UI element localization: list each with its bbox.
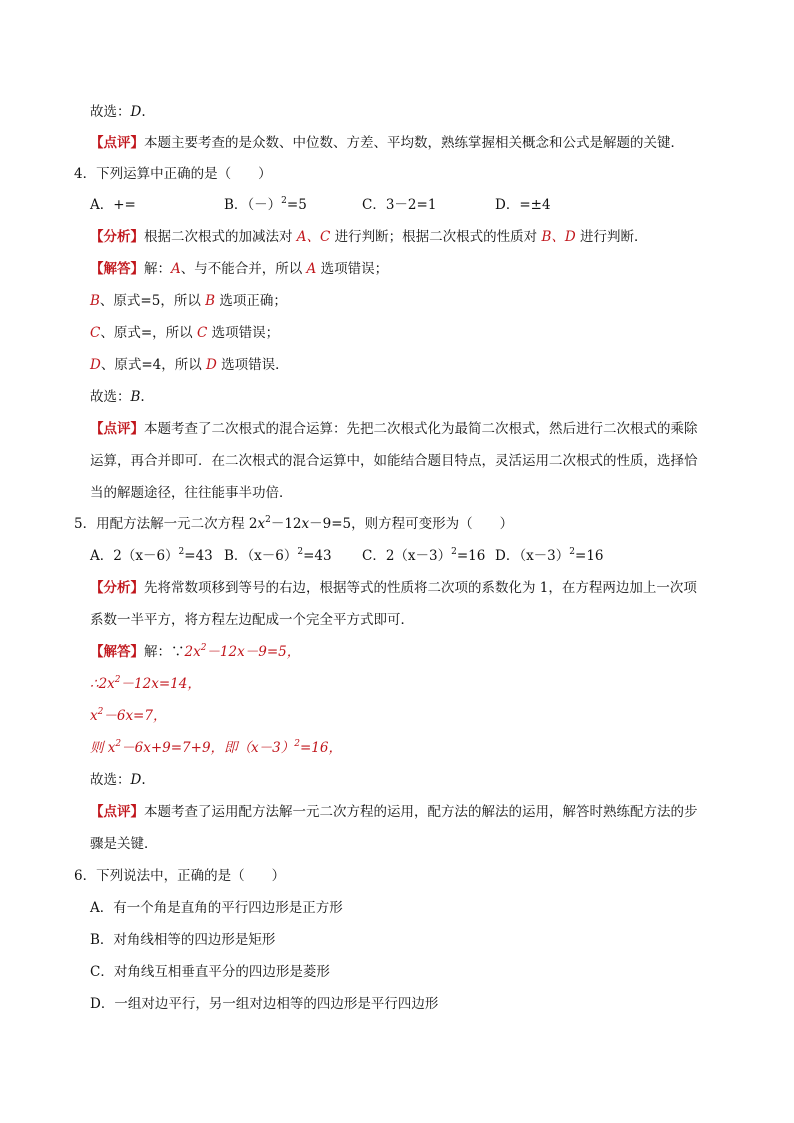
choose-label: 故选： (90, 104, 131, 120)
solution-text: 、原式=，所以 (100, 325, 197, 341)
q6-option-b: B．对角线相等的四边形是矩形 (90, 932, 276, 948)
q5-solution-3 (90, 706, 166, 728)
var: C (196, 325, 208, 341)
q4-solution-2 (90, 291, 287, 311)
q6-option-a: A．有一个角是直角的平行四边形是正方形 (90, 900, 343, 916)
var: A (171, 261, 181, 277)
var-x: x (257, 516, 266, 532)
q5-option-c-end: =16 (456, 548, 486, 564)
q4-solution-3 (90, 323, 279, 343)
q4-solution-1 (90, 259, 388, 279)
solution-text: 选项错误； (316, 261, 389, 277)
q5-choose (90, 770, 146, 790)
q5-text: 5．用配方法解一元二次方程 2 (74, 516, 258, 532)
answer-letter: B (130, 389, 141, 405)
q6-option-d: D．一组对边平行，另一组对边相等的四边形是平行四边形 (90, 996, 439, 1012)
exponent: 2 (569, 547, 576, 557)
q4-option-d: D．=±4 (495, 197, 551, 213)
formula: 则 x (90, 740, 116, 756)
solution-text: 选项错误； (207, 325, 280, 341)
q4-option-c: C．3－2=1 (362, 197, 437, 213)
analysis-vars: B、D (541, 229, 576, 245)
var: D (90, 357, 101, 373)
var: D (206, 357, 217, 373)
question-6: 6．下列说法中，正确的是（ ） (74, 868, 286, 884)
choose-label: 故选： (90, 389, 131, 405)
analysis-vars: A、C (296, 229, 331, 245)
period: . (141, 772, 146, 788)
exponent: 2 (451, 547, 457, 557)
solution-text: 解：∵ (144, 644, 185, 660)
q4-analysis (90, 227, 648, 247)
var: B (90, 293, 100, 309)
formula: ∴2x (90, 676, 115, 692)
formula: x (90, 708, 98, 724)
solution-text: 选项错误． (216, 357, 289, 373)
q4-choose (90, 387, 145, 407)
q5-review-2: 骤是关键． (90, 836, 158, 852)
analysis-text: 先将常数项移到等号的右边，根据等式的性质将二次项的系数化为 1，在方程两边加上一次项 (144, 580, 697, 596)
formula: －12x=14， (120, 676, 201, 692)
solution-tag: 【解答】 (90, 261, 144, 277)
exponent: 2 (200, 643, 207, 653)
q5-option-d (495, 546, 604, 568)
solution-text: 、原式=5，所以 (99, 293, 206, 309)
var-x: x (301, 516, 310, 532)
q5-option-d-text: D．（x－3） (495, 548, 570, 564)
solution-text: 解： (144, 261, 171, 277)
q4-option-a: A．+= (90, 197, 136, 213)
review-text: 本题考查了二次根式的混合运算：先把二次根式化为最简二次根式，然后进行二次根式的乘除 (144, 421, 698, 437)
formula: －6x+9=7+9，即（x－3） (121, 740, 295, 756)
solution-tag: 【解答】 (90, 644, 144, 660)
q5-option-c-text: C．2（x－3） (362, 548, 452, 564)
q6-option-c: C．对角线互相垂直平分的四边形是菱形 (90, 964, 330, 980)
formula: －6x=7， (103, 708, 167, 724)
q5-analysis-1 (90, 578, 697, 598)
q5-option-b-end: =43 (303, 548, 332, 564)
q5-solution-2 (90, 674, 201, 696)
exponent: 2 (297, 547, 304, 557)
q5-text: －9=5，则方程可变形为（ ） (309, 516, 514, 532)
answer-letter: D (130, 772, 142, 788)
q5-option-b (224, 546, 332, 568)
q4-solution-4 (90, 355, 289, 375)
formula: －12x－9=5， (206, 644, 301, 660)
q5-option-a-text: A．2（x－6） (90, 548, 179, 564)
review-line-q3 (90, 133, 684, 153)
var: B (205, 293, 216, 309)
q4-review-3: 当的解题途径，往往能事半功倍． (90, 485, 293, 501)
exponent: 2 (115, 739, 122, 749)
review-text: 本题考查了运用配方法解一元二次方程的运用，配方法的解法的运用，解答时熟练配方法的步 (144, 804, 698, 820)
review-tag: 【点评】 (90, 135, 144, 151)
exponent: 2 (178, 547, 185, 557)
q5-option-b-text: B．（x－6） (224, 548, 298, 564)
exponent: 2 (265, 515, 271, 525)
period: . (140, 389, 145, 405)
q5-solution-4 (90, 738, 342, 760)
q4-review-1 (90, 419, 698, 439)
review-tag: 【点评】 (90, 804, 144, 820)
formula: 2x (184, 644, 201, 660)
q4-option-b-text: B．（－） (224, 197, 282, 213)
q5-review-1 (90, 802, 698, 822)
solution-text: 、原式=4，所以 (100, 357, 207, 373)
q5-text: －12 (270, 516, 302, 532)
analysis-tag: 【分析】 (90, 229, 144, 245)
choose-line-q3 (90, 102, 146, 122)
q4-review-2: 运算，再合并即可．在二次根式的混合运算中，如能结合题目特点，灵活运用二次根式的性质，选择恰 (90, 453, 698, 469)
q4-option-b (224, 195, 307, 217)
q5-option-c (362, 546, 485, 568)
answer-letter: D (130, 104, 142, 120)
q4-option-b-exp: 2 (281, 196, 287, 206)
question-4: 4．下列运算中正确的是（ ） (74, 166, 272, 182)
question-5 (74, 514, 513, 536)
analysis-text: 进行判断． (575, 229, 648, 245)
formula: =16， (299, 740, 342, 756)
choose-label: 故选： (90, 772, 131, 788)
var: A (306, 261, 317, 277)
q5-option-a-end: =43 (184, 548, 213, 564)
var: C (90, 325, 101, 341)
solution-text: 选项正确； (215, 293, 287, 309)
solution-text: 、与不能合并，所以 (180, 261, 307, 277)
q4-option-b-end: =5 (286, 197, 307, 213)
analysis-text: 根据二次根式的加减法对 (144, 229, 297, 245)
q5-option-d-end: =16 (575, 548, 604, 564)
analysis-tag: 【分析】 (90, 580, 144, 596)
q5-analysis-2: 系数一半平方，将方程左边配成一个完全平方式即可． (90, 612, 414, 628)
q5-option-a (90, 546, 213, 568)
review-tag: 【点评】 (90, 421, 144, 437)
q5-solution-1 (90, 642, 300, 664)
exponent: 2 (97, 707, 104, 717)
period: . (141, 104, 146, 120)
exponent: 2 (114, 675, 121, 685)
review-text: 本题主要考查的是众数、中位数、方差、平均数，熟练掌握相关概念和公式是解题的关键． (144, 135, 684, 151)
exponent: 2 (294, 739, 300, 749)
analysis-text: 进行判断；根据二次根式的性质对 (330, 229, 542, 245)
